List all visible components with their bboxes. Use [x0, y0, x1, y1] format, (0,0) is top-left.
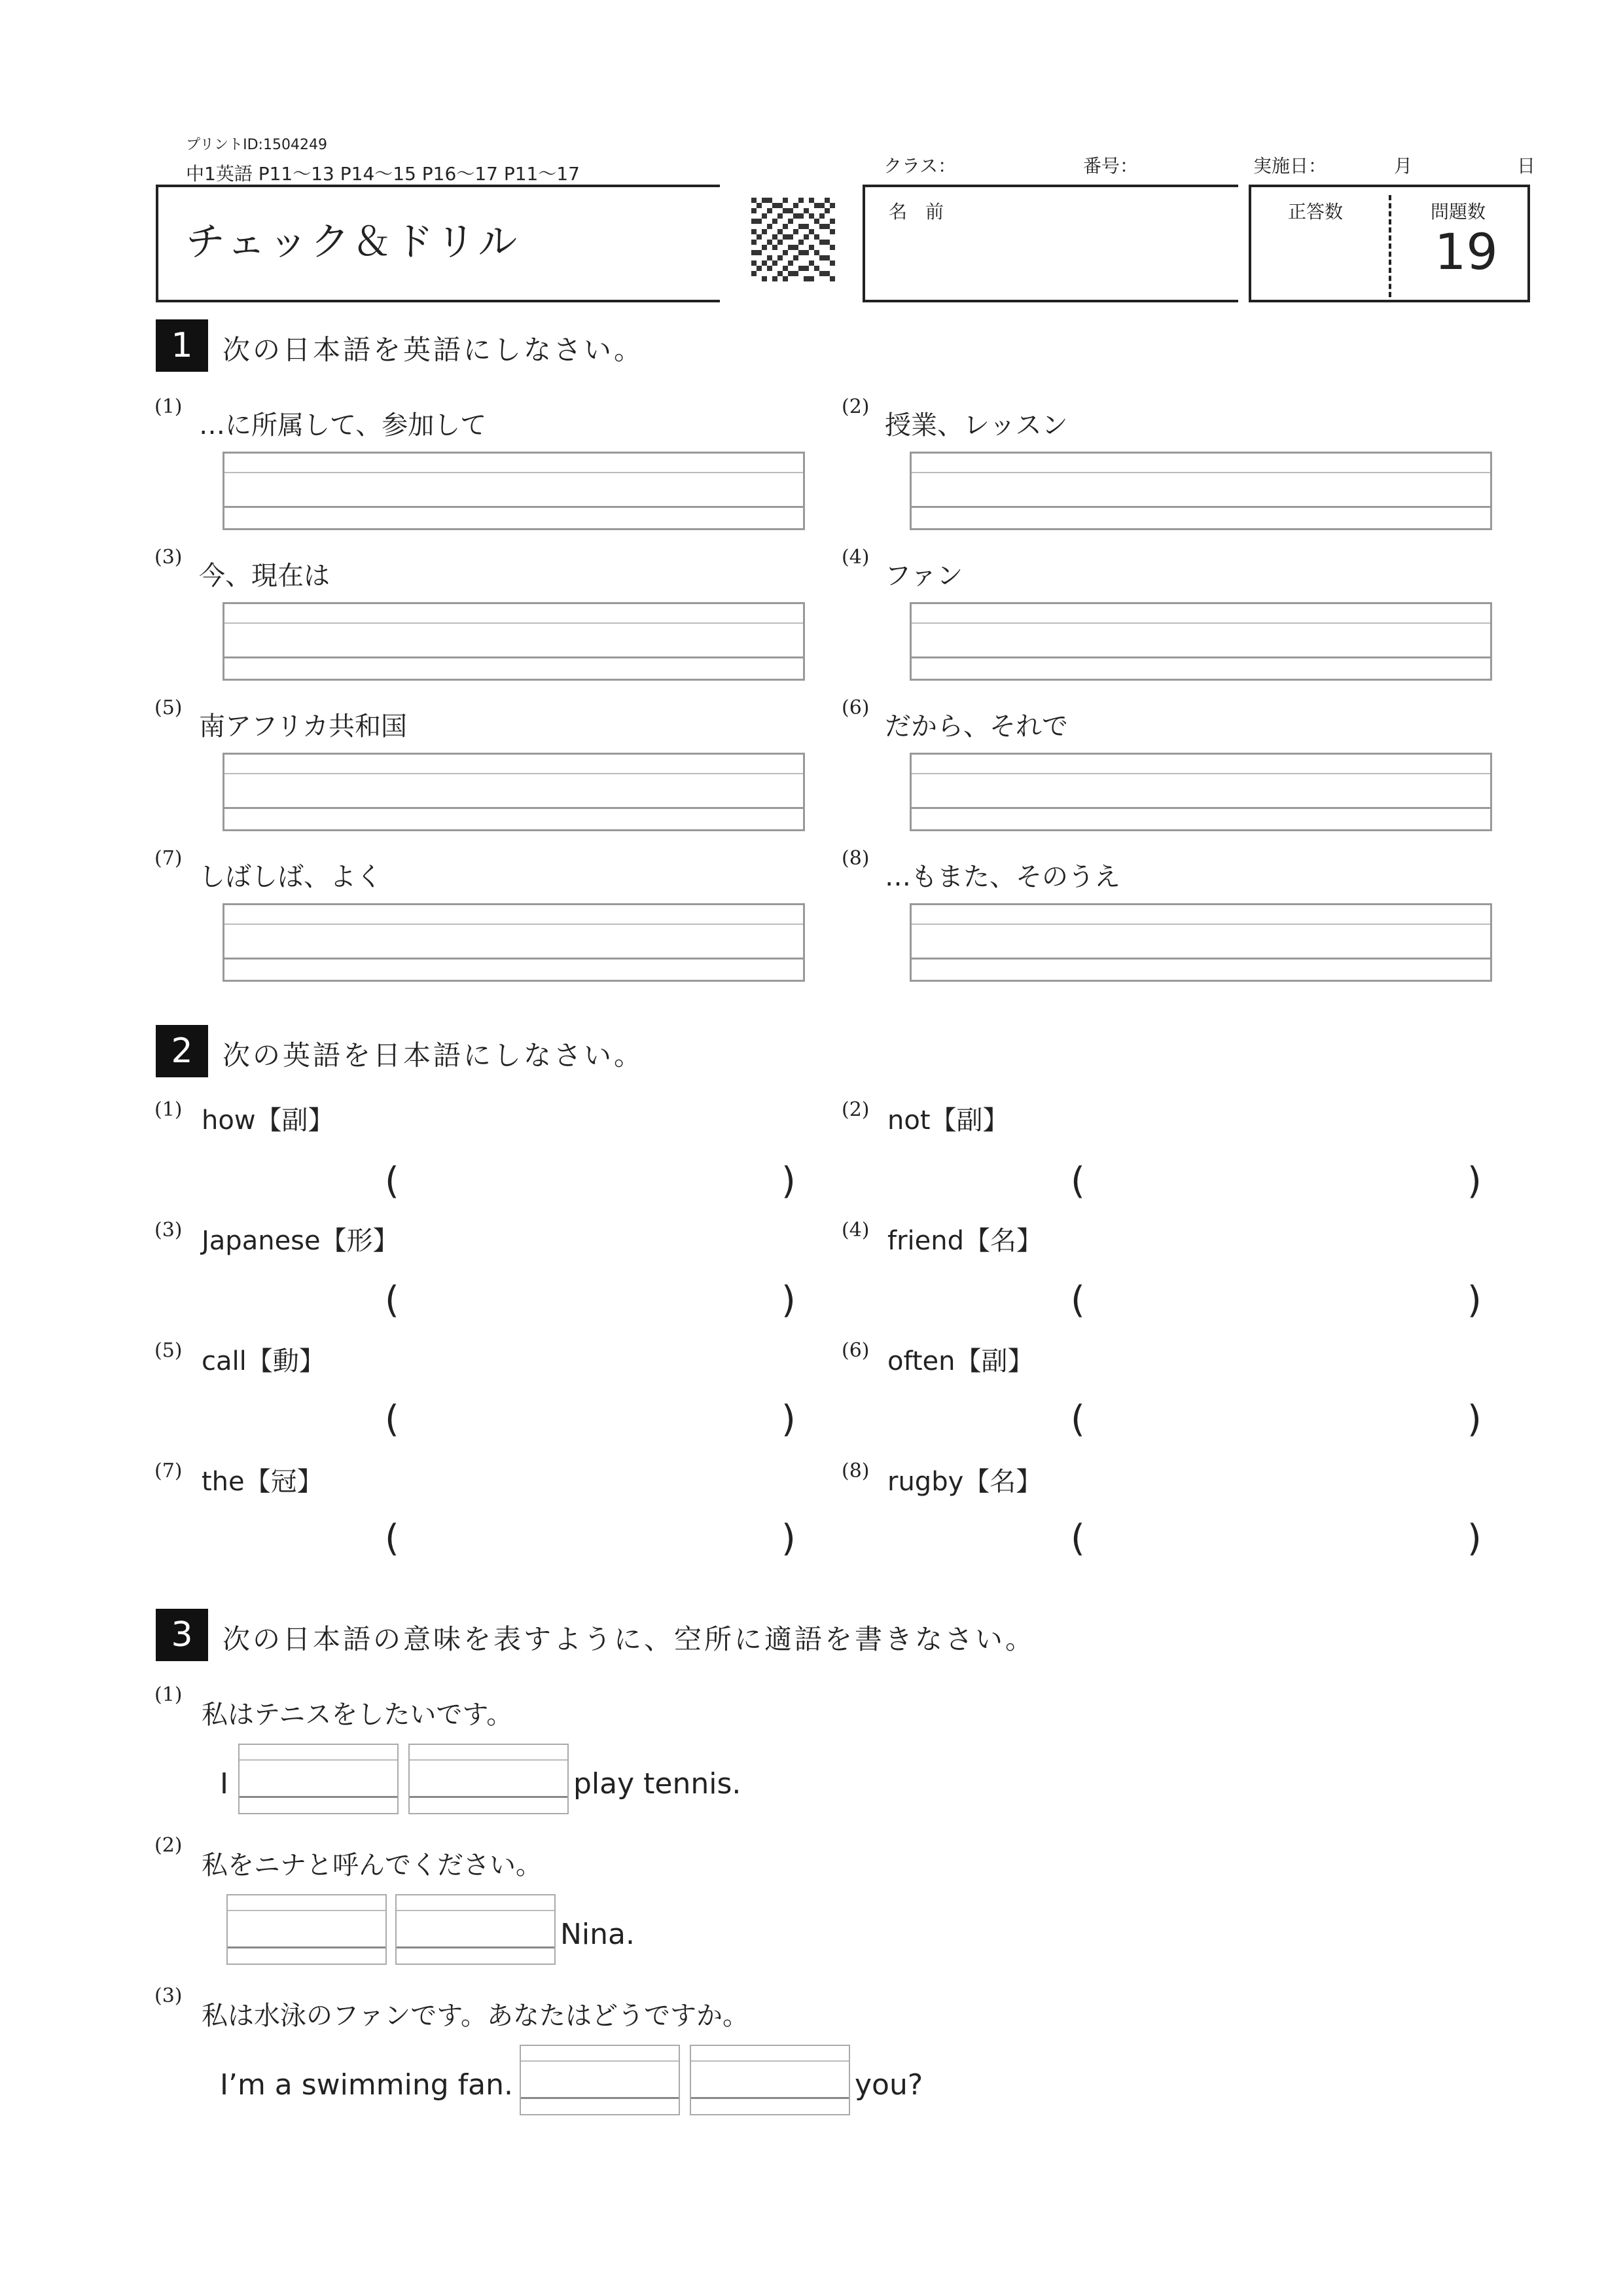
s2-q1-answer-area[interactable]	[406, 1165, 772, 1204]
s2-q8-text: rugby【名】	[887, 1467, 1043, 1497]
s2-q1-text: how【副】	[202, 1105, 334, 1136]
s3-q1-blank-1[interactable]	[238, 1744, 399, 1814]
s2-q5-answer-area[interactable]	[406, 1403, 772, 1443]
s2-q7-answer-area[interactable]	[406, 1522, 772, 1562]
s2-q2-answer-area[interactable]	[1092, 1165, 1458, 1204]
section-2-title: 次の英語を日本語にしなさい。	[223, 1039, 645, 1071]
section-1-number: 1	[156, 319, 208, 372]
s2-q5-paren-close: )	[781, 1398, 796, 1441]
s2-q2-paren-close: )	[1467, 1160, 1482, 1202]
s2-q7-text: the【冠】	[202, 1467, 323, 1497]
s1-q7-text: しばしば、よく	[199, 862, 382, 892]
s2-q8-paren-open: (	[1071, 1517, 1085, 1560]
total-count-value: 19	[1435, 223, 1498, 281]
s1-q7-answer-box[interactable]	[223, 903, 805, 982]
s2-q4-text: friend【名】	[887, 1226, 1043, 1256]
s3-q3-number: (3)	[154, 1984, 183, 2007]
s1-q4-text: ファン	[885, 561, 963, 591]
s3-q3-before: I’m a swimming fan.	[220, 2068, 513, 2102]
s2-q4-number: (4)	[842, 1219, 870, 1242]
s3-q1-after: play tennis.	[573, 1767, 741, 1801]
course-range: 中1英語 P11～13 P14～15 P16～17 P11～17	[186, 163, 580, 185]
s2-q5-text: call【動】	[202, 1346, 325, 1376]
s3-q3-blank-1[interactable]	[520, 2045, 680, 2115]
s3-q1-number: (1)	[154, 1683, 183, 1706]
correct-count-label: 正答数	[1288, 201, 1344, 223]
s2-q7-paren-open: (	[385, 1517, 399, 1560]
s1-q1-number: (1)	[154, 395, 183, 418]
s1-q6-answer-box[interactable]	[910, 753, 1492, 831]
s2-q5-number: (5)	[154, 1339, 183, 1362]
s1-q6-number: (6)	[842, 696, 870, 719]
s1-q8-answer-box[interactable]	[910, 903, 1492, 982]
s2-q8-number: (8)	[842, 1460, 870, 1482]
name-label: 名 前	[889, 201, 944, 223]
s3-q3-text: 私は水泳のファンです。あなたはどうですか。	[202, 2001, 749, 2031]
s3-q2-number: (2)	[154, 1834, 183, 1857]
s1-q1-text: …に所属して、参加して	[199, 410, 487, 440]
s1-q3-answer-box[interactable]	[223, 602, 805, 681]
s2-q1-paren-close: )	[781, 1160, 796, 1202]
s2-q1-paren-open: (	[385, 1160, 399, 1202]
s1-q4-answer-box[interactable]	[910, 602, 1492, 681]
s2-q6-paren-open: (	[1071, 1398, 1085, 1441]
s1-q1-answer-box[interactable]	[223, 452, 805, 530]
s1-q5-text: 南アフリカ共和国	[199, 711, 407, 742]
s1-q6-text: だから、それで	[885, 711, 1068, 742]
day-label: 日	[1517, 155, 1536, 177]
s1-q8-text: …もまた、そのうえ	[885, 862, 1120, 892]
section-2-number: 2	[156, 1025, 208, 1077]
s2-q3-answer-area[interactable]	[406, 1284, 772, 1323]
s3-q1-text: 私はテニスをしたいです。	[202, 1700, 513, 1730]
page-title: チェック＆ドリル	[186, 219, 520, 265]
s3-q2-blank-2[interactable]	[395, 1894, 556, 1965]
number-label: 番号：	[1083, 155, 1139, 177]
s3-q2-blank-1[interactable]	[226, 1894, 387, 1965]
section-3-title: 次の日本語の意味を表すように、空所に適語を書きなさい。	[223, 1623, 1036, 1655]
total-count-label: 問題数	[1431, 201, 1486, 223]
s3-q1-before: I	[220, 1767, 228, 1801]
s2-q8-paren-close: )	[1467, 1517, 1482, 1560]
s1-q2-answer-box[interactable]	[910, 452, 1492, 530]
s3-q2-text: 私をニナと呼んでください。	[202, 1850, 542, 1880]
class-label: クラス：	[883, 155, 957, 177]
s1-q8-number: (8)	[842, 847, 870, 870]
s2-q2-text: not【副】	[887, 1105, 1009, 1136]
s2-q8-answer-area[interactable]	[1092, 1522, 1458, 1562]
s2-q4-answer-area[interactable]	[1092, 1284, 1458, 1323]
s2-q3-paren-open: (	[385, 1279, 399, 1321]
s2-q3-number: (3)	[154, 1219, 183, 1242]
s2-q3-paren-close: )	[781, 1279, 796, 1321]
s3-q2-after: Nina.	[560, 1918, 635, 1951]
s1-q2-number: (2)	[842, 395, 870, 418]
print-id: プリントID:1504249	[186, 137, 327, 153]
s2-q4-paren-open: (	[1071, 1279, 1085, 1321]
section-1-title: 次の日本語を英語にしなさい。	[223, 334, 645, 366]
s2-q6-answer-area[interactable]	[1092, 1403, 1458, 1443]
month-label: 月	[1394, 155, 1413, 177]
s2-q6-paren-close: )	[1467, 1398, 1482, 1441]
date-label: 実施日：	[1253, 155, 1327, 177]
s1-q7-number: (7)	[154, 847, 183, 870]
s2-q7-number: (7)	[154, 1460, 183, 1482]
s2-q4-paren-close: )	[1467, 1279, 1482, 1321]
s1-q5-answer-box[interactable]	[223, 753, 805, 831]
s3-q1-blank-2[interactable]	[408, 1744, 569, 1814]
s2-q1-number: (1)	[154, 1098, 183, 1121]
s1-q2-text: 授業、レッスン	[885, 410, 1068, 440]
s2-q6-text: often【副】	[887, 1346, 1034, 1376]
score-divider	[1389, 195, 1391, 297]
s1-q3-number: (3)	[154, 546, 183, 569]
s1-q3-text: 今、現在は	[199, 561, 330, 591]
s2-q7-paren-close: )	[781, 1517, 796, 1560]
s2-q3-text: Japanese【形】	[202, 1226, 399, 1256]
s1-q5-number: (5)	[154, 696, 183, 719]
qr-code-icon	[751, 198, 835, 281]
section-3-number: 3	[156, 1609, 208, 1661]
s1-q4-number: (4)	[842, 546, 870, 569]
s2-q2-paren-open: (	[1071, 1160, 1085, 1202]
s2-q2-number: (2)	[842, 1098, 870, 1121]
s3-q3-blank-2[interactable]	[690, 2045, 850, 2115]
s2-q6-number: (6)	[842, 1339, 870, 1362]
s3-q3-after: you?	[855, 2068, 923, 2102]
s2-q5-paren-open: (	[385, 1398, 399, 1441]
